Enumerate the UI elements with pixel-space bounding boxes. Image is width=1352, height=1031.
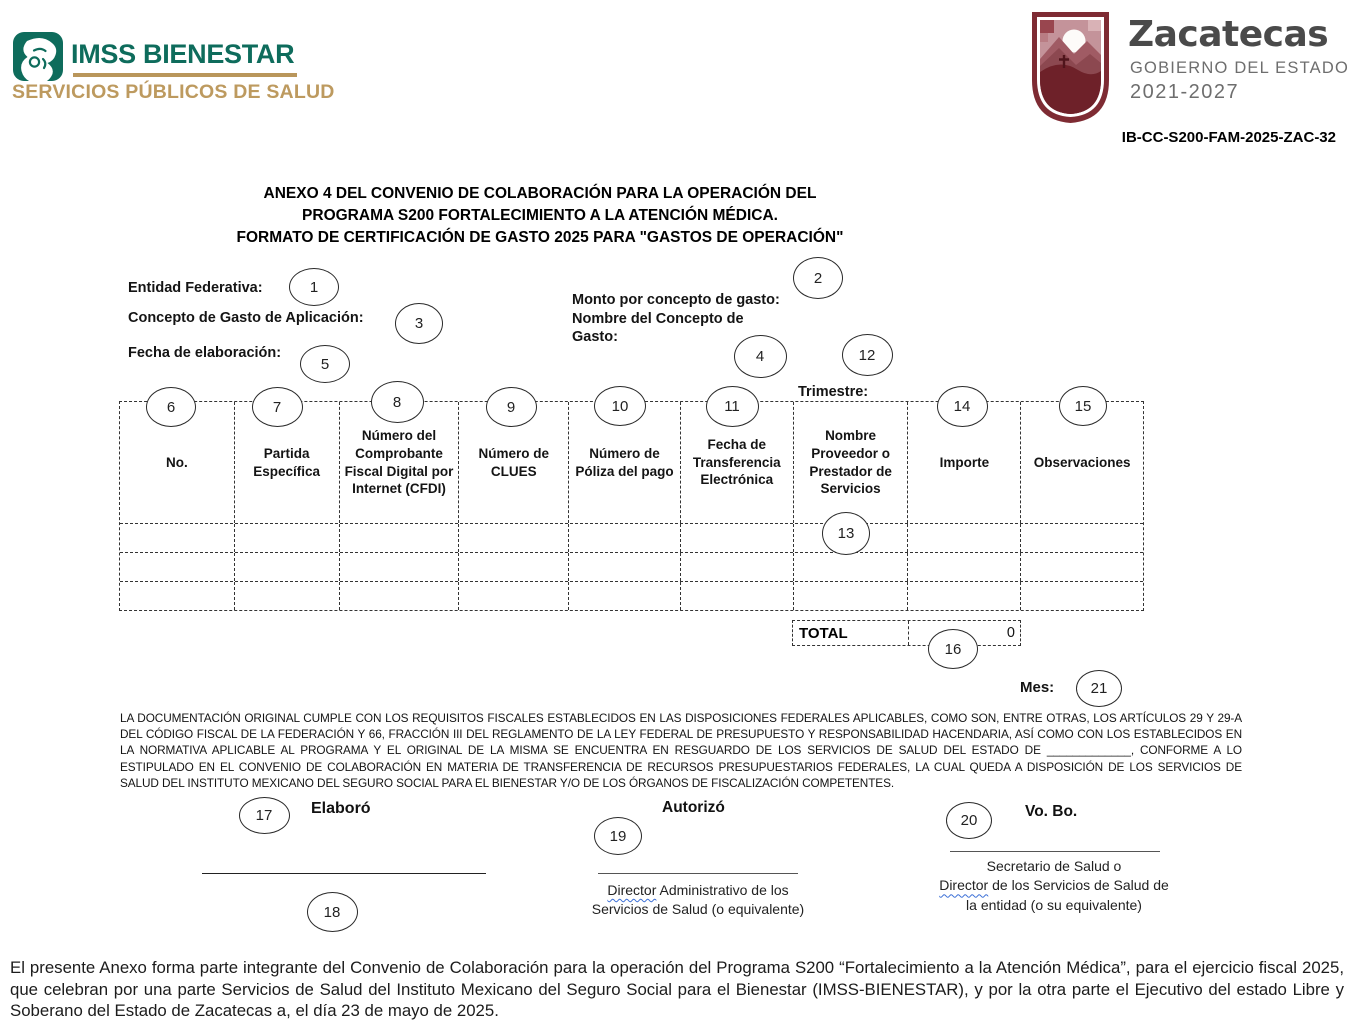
table-cell-empty [339, 553, 459, 581]
column-header-7: Nombre Proveedor o Prestador de Servicios [793, 402, 908, 523]
table-cell-empty [793, 553, 908, 581]
annotation-circle-9: 9 [486, 387, 537, 427]
table-cell-empty [1020, 582, 1143, 610]
zacatecas-logo-text: Zacatecas [1128, 14, 1329, 55]
column-header-4: Número de CLUES [458, 402, 568, 523]
table-cell-empty [120, 524, 234, 552]
expense-table [119, 401, 1144, 611]
column-header-2: Partida Específica [234, 402, 339, 523]
table-cell-empty [339, 582, 459, 610]
zacatecas-years-text: 2021-2027 [1130, 81, 1240, 103]
imss-gold-rule [73, 73, 297, 77]
imss-logo-text: IMSS BIENESTAR [71, 39, 295, 69]
table-row [120, 523, 1143, 552]
document-title [0, 183, 1080, 249]
concepto-gasto-label: Concepto de Gasto de Aplicación: [128, 310, 364, 326]
table-body [120, 523, 1143, 610]
vobo-caption-line-1: Secretario de Salud o [986, 858, 1122, 874]
fecha-elaboracion-label: Fecha de elaboración: [128, 345, 282, 361]
annotation-circle-16: 16 [928, 629, 978, 669]
monto-concepto-label: Monto por concepto de gasto: [572, 292, 780, 308]
annotation-circle-3: 3 [395, 303, 443, 344]
table-cell-empty [680, 582, 793, 610]
column-header-6: Fecha de Transferencia Electrónica [680, 402, 793, 523]
annotation-circle-7: 7 [252, 387, 303, 427]
vobo-caption [928, 857, 1180, 915]
table-cell-empty [907, 524, 1020, 552]
column-header-5: Número de Póliza del pago [568, 402, 680, 523]
document-code: IB-CC-S200-FAM-2025-ZAC-32 [1121, 129, 1336, 146]
vobo-title: Vo. Bo. [1025, 803, 1078, 820]
vobo-caption-line-3: la entidad (o su equivalente) [966, 896, 1142, 913]
table-cell-empty [120, 582, 234, 610]
column-header-9: Observaciones [1020, 402, 1143, 523]
autorizo-caption [558, 881, 838, 920]
elaboro-signature-line [202, 873, 486, 874]
title-line-3: FORMATO DE CERTIFICACIÓN DE GASTO 2025 PARA "GASTOS DE OPERACIÓN" [236, 229, 844, 246]
table-cell-empty [339, 524, 459, 552]
autorizo-title: Autorizó [662, 799, 725, 816]
table-cell-empty [793, 582, 908, 610]
table-cell-empty [458, 553, 568, 581]
annotation-circle-14: 14 [937, 386, 988, 427]
annotation-circle-17: 17 [239, 797, 290, 834]
legal-paragraph: LA DOCUMENTACIÓN ORIGINAL CUMPLE CON LOS REQUISITOS FISCALES ESTABLECIDOS EN LAS DISPOSICIONES FEDERALES APLICABLES, COMO SON, ENTRE OTRAS, LOS ARTÍCULOS 29 Y 29-A DEL CÓDIGO FISCAL DE LA FEDERACIÓN Y 66, FRACCIÓN III DEL REGLAMENTO DE LA LEY FEDERAL DE PRESUPUESTO Y RESPONSABILIDAD HACENDARIA, ASÍ COMO CON LOS ESTABLECIDOS EN LA NORMATIVA APLICABLE AL PROGRAMA Y EL ORIGINAL DE LA MISMA SE ENCUENTRA EN RESGUARDO DE LOS SERVICIOS DE SALUD DEL ESTADO DE _____________, CONFORME A LO ESTIPULADO EN EL CONVENIO DE COLABORACIÓN EN MATERIA DE TRANSFERENCIA DE RECURSOS PRESUPUESTARIOS FEDERALES, LA CUAL QUEDA A DISPOSICIÓN DE LOS SERVICIOS DE SALUD DEL INSTITUTO MEXICANO DEL SEGURO SOCIAL PARA EL BIENESTAR Y/O DE LOS ÓRGANOS DE FISCALIZACIÓN COMPETENTES. [120, 711, 1242, 790]
footer-paragraph: El presente Anexo forma parte integrante del Convenio de Colaboración para la operación del Programa S200 “Fortalecimiento a la Atención Médica”, para el ejercicio fiscal 2025, que celebran por una parte Servicios de Salud del Instituto Mexicano del Seguro Social para el Bienestar (IMSS-BIENESTAR), y por la otra parte el Ejecutivo del estado Libre y Soberano del Estado de Zacatecas a, el día 23 de mayo de 2025. [10, 958, 1344, 1020]
table-cell-empty [458, 582, 568, 610]
table-cell-empty [234, 582, 339, 610]
annotation-circle-4: 4 [734, 335, 787, 378]
title-line-2: PROGRAMA S200 FORTALECIMIENTO A LA ATENCIÓN MÉDICA. [302, 207, 778, 224]
autorizo-caption-line-1: Director Administrativo de los [607, 882, 789, 898]
table-cell-empty [1020, 553, 1143, 581]
total-row [792, 620, 1021, 646]
annotation-circle-2: 2 [793, 257, 843, 299]
table-cell-empty [907, 553, 1020, 581]
table-cell-empty [907, 582, 1020, 610]
table-cell-empty [1020, 524, 1143, 552]
nombre-concepto-label: Nombre del Concepto de Gasto: [572, 311, 744, 345]
autorizo-signature-line [598, 873, 798, 874]
trimestre-label: Trimestre: [798, 384, 869, 400]
annotation-circle-11: 11 [706, 386, 759, 427]
total-label: TOTAL [793, 621, 909, 645]
vobo-signature-line [950, 851, 1160, 852]
zacatecas-shield-icon [1028, 10, 1113, 125]
imss-eagle-icon [13, 32, 63, 81]
annotation-circle-8: 8 [371, 381, 424, 423]
mes-label: Mes: [1020, 679, 1055, 696]
table-cell-empty [568, 524, 680, 552]
entidad-federativa-label: Entidad Federativa: [128, 280, 263, 296]
title-line-1: ANEXO 4 DEL CONVENIO DE COLABORACIÓN PARA LA OPERACIÓN DEL [263, 185, 817, 202]
table-cell-empty [234, 524, 339, 552]
table-row [120, 552, 1143, 581]
table-cell-empty [120, 553, 234, 581]
table-cell-empty [680, 553, 793, 581]
annotation-circle-1: 1 [289, 268, 339, 306]
total-value: 0 [1006, 625, 1015, 641]
table-row [120, 581, 1143, 610]
table-cell-empty [568, 553, 680, 581]
annotation-circle-21: 21 [1076, 670, 1122, 707]
zacatecas-gov-text: GOBIERNO DEL ESTADO [1130, 59, 1350, 77]
annotation-circle-5: 5 [300, 345, 350, 383]
table-cell-empty [680, 524, 793, 552]
annotation-circle-12: 12 [842, 334, 893, 376]
imss-logo-subtitle: SERVICIOS PÚBLICOS DE SALUD [12, 81, 335, 103]
column-header-3: Número del Comprobante Fiscal Digital por Internet (CFDI) [339, 402, 459, 523]
annotation-circle-19: 19 [594, 817, 642, 855]
table-cell-empty [568, 582, 680, 610]
annotation-circle-20: 20 [946, 802, 992, 839]
elaboro-title: Elaboró [311, 800, 371, 817]
column-header-1: No. [166, 454, 188, 470]
annotation-circle-10: 10 [594, 386, 646, 426]
autorizo-caption-line-2: Servicios de Salud (o equivalente) [591, 901, 805, 918]
table-cell-empty [234, 553, 339, 581]
annotation-circle-13: 13 [822, 512, 870, 555]
vobo-caption-line-2: Director de los Servicios de Salud de [939, 877, 1169, 894]
vobo-director-word: Director [939, 877, 989, 894]
annotation-circle-15: 15 [1059, 386, 1107, 426]
autorizo-director-word: Director [607, 882, 657, 898]
annotation-circle-18: 18 [307, 892, 358, 932]
table-cell-empty [458, 524, 568, 552]
annotation-circle-6: 6 [146, 387, 196, 427]
column-header-8: Importe [907, 402, 1020, 523]
